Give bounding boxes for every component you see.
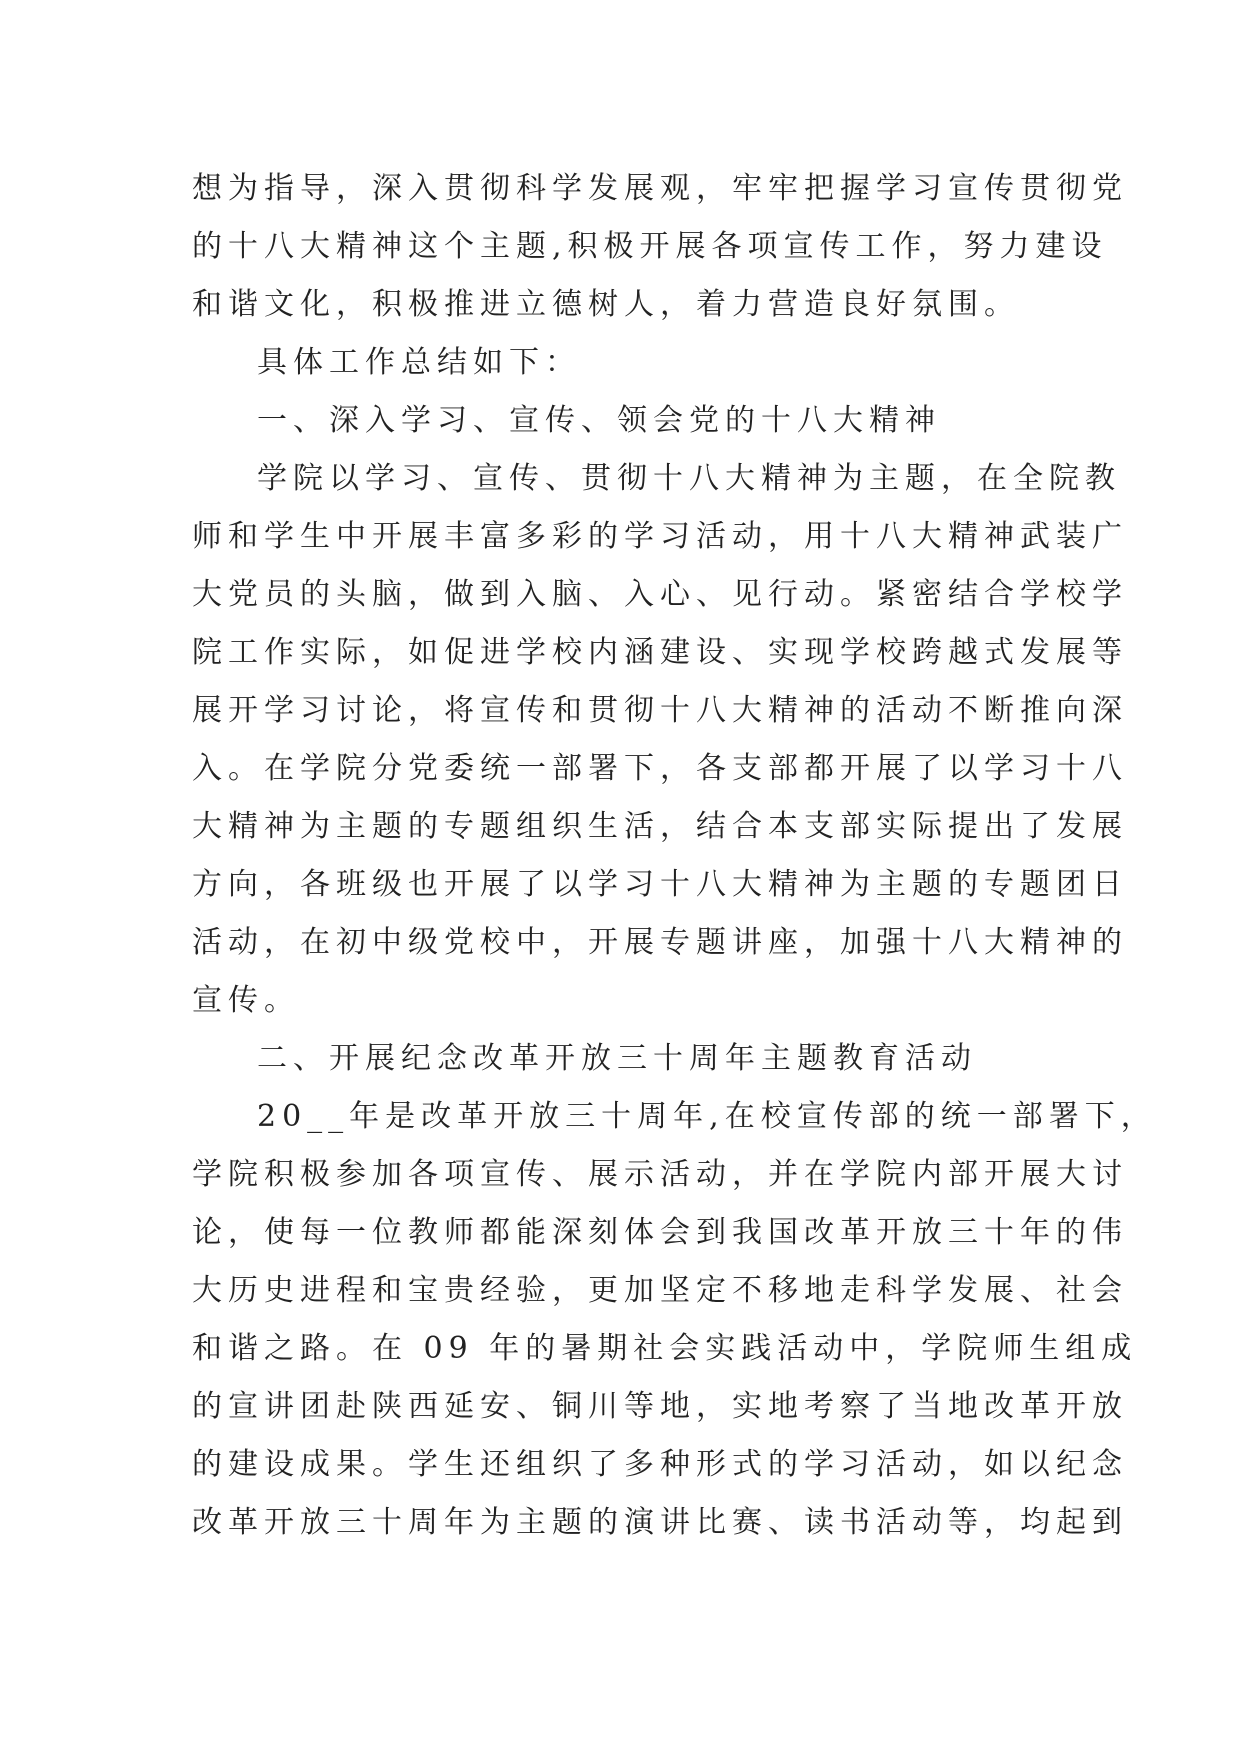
text-line: 论，使每一位教师都能深刻体会到我国改革开放三十年的伟 bbox=[192, 1215, 1128, 1250]
text-line: 和谐文化，积极推进立德树人，着力营造良好氛围。 bbox=[192, 287, 1020, 322]
text-line: 具体工作总结如下： bbox=[257, 345, 581, 380]
text-line: 学院以学习、宣传、贯彻十八大精神为主题，在全院教 bbox=[257, 461, 1121, 496]
text-line: 大党员的头脑，做到入脑、入心、见行动。紧密结合学校学 bbox=[192, 577, 1128, 612]
text-line: 一、深入学习、宣传、领会党的十八大精神 bbox=[257, 403, 941, 438]
text-line: 的建设成果。学生还组织了多种形式的学习活动，如以纪念 bbox=[192, 1447, 1128, 1482]
document-body bbox=[192, 160, 1157, 1552]
text-line: 20__年是改革开放三十周年,在校宣传部的统一部署下， bbox=[257, 1099, 1157, 1134]
text-line: 和谐之路。在 09 年的暑期社会实践活动中，学院师生组成 bbox=[192, 1331, 1138, 1366]
text-line: 师和学生中开展丰富多彩的学习活动，用十八大精神武装广 bbox=[192, 519, 1128, 554]
text-line: 的宣讲团赴陕西延安、铜川等地，实地考察了当地改革开放 bbox=[192, 1389, 1128, 1424]
text-line: 院工作实际，如促进学校内涵建设、实现学校跨越式发展等 bbox=[192, 635, 1128, 670]
text-line: 方向，各班级也开展了以学习十八大精神为主题的专题团日 bbox=[192, 867, 1128, 902]
text-line: 宣传。 bbox=[192, 983, 300, 1018]
text-line: 学院积极参加各项宣传、展示活动，并在学院内部开展大讨 bbox=[192, 1157, 1128, 1192]
text-line: 活动，在初中级党校中，开展专题讲座，加强十八大精神的 bbox=[192, 925, 1128, 960]
text-line: 大精神为主题的专题组织生活，结合本支部实际提出了发展 bbox=[192, 809, 1128, 844]
text-line: 入。在学院分党委统一部署下，各支部都开展了以学习十八 bbox=[192, 751, 1128, 786]
text-line: 改革开放三十周年为主题的演讲比赛、读书活动等，均起到 bbox=[192, 1505, 1128, 1540]
text-line: 的十八大精神这个主题,积极开展各项宣传工作，努力建设 bbox=[192, 229, 1108, 264]
text-line: 展开学习讨论，将宣传和贯彻十八大精神的活动不断推向深 bbox=[192, 693, 1128, 728]
text-line: 二、开展纪念改革开放三十周年主题教育活动 bbox=[257, 1041, 977, 1076]
text-line: 想为指导，深入贯彻科学发展观，牢牢把握学习宣传贯彻党 bbox=[192, 171, 1128, 206]
text-line: 大历史进程和宝贵经验，更加坚定不移地走科学发展、社会 bbox=[192, 1273, 1128, 1308]
